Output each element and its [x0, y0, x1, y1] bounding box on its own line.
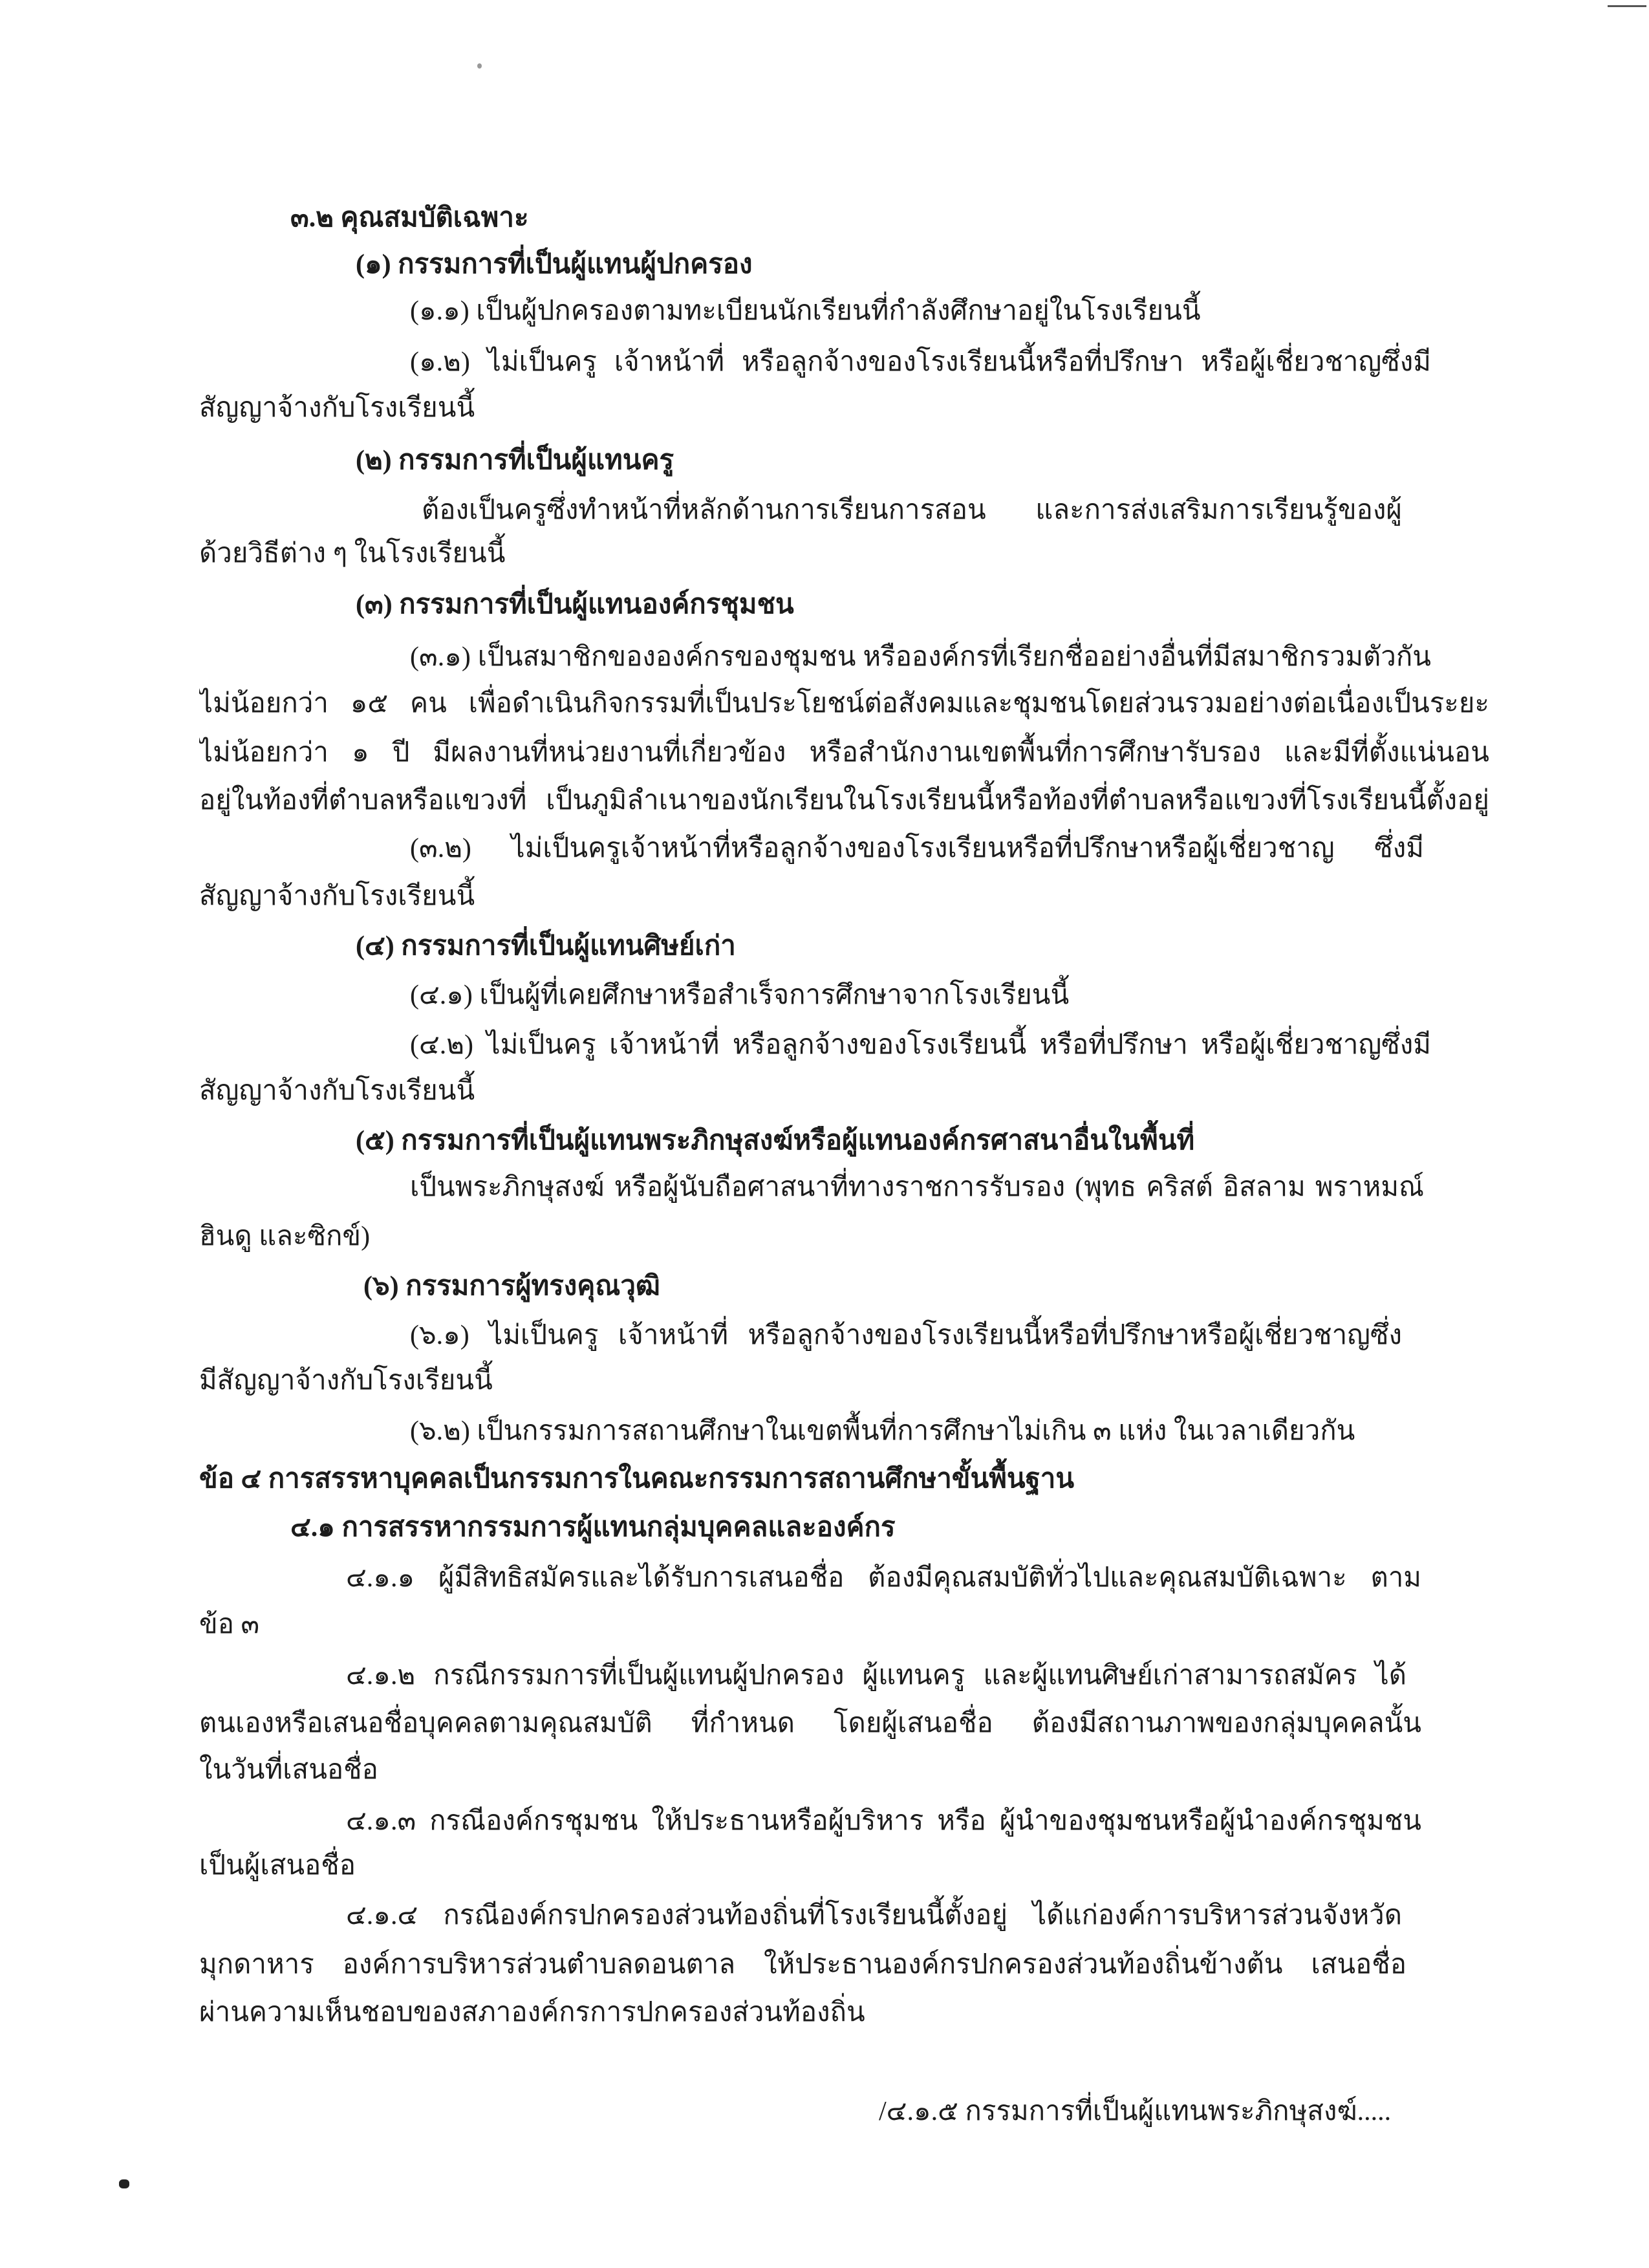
- item-2-title: (๒) กรรมการที่เป็นผู้แทนครู: [356, 446, 674, 475]
- item-4-1-2-line: ในวันที่เสนอชื่อ: [199, 1755, 378, 1785]
- item-4-1-line: (๔.๑) เป็นผู้ที่เคยศึกษาหรือสำเร็จการศึกษาจากโรงเรียนนี้: [410, 980, 1070, 1010]
- item-4-1-3-line: เป็นผู้เสนอชื่อ: [199, 1851, 356, 1881]
- item-4-1-2-line: ๔.๑.๒ กรณีกรรมการที่เป็นผู้แทนผู้ปกครอง ผู้แทนครู และผู้แทนศิษย์เก่าสามารถสมัคร ได้: [346, 1661, 1406, 1690]
- continuation-note: /๔.๑.๕ กรรมการที่เป็นผู้แทนพระภิกษุสงฆ์.....: [879, 2097, 1392, 2126]
- item-4-1-1-line: ๔.๑.๑ ผู้มีสิทธิสมัครและได้รับการเสนอชื่อ ต้องมีคุณสมบัติทั่วไปและคุณสมบัติเฉพาะ ตาม: [346, 1563, 1421, 1593]
- item-3-1-line: อยู่ในท้องที่ตำบลหรือแขวงที่ เป็นภูมิลำเนาของนักเรียนในโรงเรียนนี้หรือท้องที่ตำบลหรือแขวงที่โรงเรียนนี้ตั้งอยู่: [199, 786, 1489, 815]
- item-3-2-line: (๓.๒) ไม่เป็นครูเจ้าหน้าที่หรือลูกจ้างของโรงเรียนหรือที่ปรึกษาหรือผู้เชี่ยวชาญ ซึ่งมี: [410, 834, 1424, 863]
- item-3-title: (๓) กรรมการที่เป็นผู้แทนองค์กรชุมชน: [356, 590, 794, 620]
- item-4-1-3-line: ๔.๑.๓ กรณีองค์กรชุมชน ให้ประธานหรือผู้บริหาร หรือ ผู้นำของชุมชนหรือผู้นำองค์กรชุมชน: [346, 1806, 1421, 1836]
- item-4-1-4-line: ๔.๑.๔ กรณีองค์กรปกครองส่วนท้องถิ่นที่โรงเรียนนี้ตั้งอยู่ ได้แก่องค์การบริหารส่วนจังหวัด: [346, 1901, 1402, 1930]
- item-4-1-4-line: มุกดาหาร องค์การบริหารส่วนตำบลดอนตาล ให้ประธานองค์กรปกครองส่วนท้องถิ่นข้างต้น เสนอชื่อ: [199, 1950, 1406, 1980]
- item-6-title: (๖) กรรมการผู้ทรงคุณวุฒิ: [363, 1271, 660, 1301]
- item-3-2-line: สัญญาจ้างกับโรงเรียนนี้: [199, 881, 475, 911]
- item-4-2-line: (๔.๒) ไม่เป็นครู เจ้าหน้าที่ หรือลูกจ้างของโรงเรียนนี้ หรือที่ปรึกษา หรือผู้เชี่ยวชาญซึ่งมี: [410, 1030, 1431, 1060]
- item-4-1-1-line: ข้อ ๓: [199, 1610, 260, 1639]
- item-1-2-line: (๑.๒) ไม่เป็นครู เจ้าหน้าที่ หรือลูกจ้างของโรงเรียนนี้หรือที่ปรึกษา หรือผู้เชี่ยวชาญซึ่งมี: [410, 347, 1431, 377]
- item-5-line: ฮินดู และซิกข์): [199, 1222, 371, 1251]
- item-3-1-line: ไม่น้อยกว่า ๑๕ คน เพื่อดำเนินกิจกรรมที่เป็นประโยชน์ต่อสังคมและชุมชนโดยส่วนรวมอย่างต่อเนื่องเป็นระยะ: [199, 689, 1489, 718]
- item-4-2-line: สัญญาจ้างกับโรงเรียนนี้: [199, 1076, 475, 1106]
- item-5-title: (๕) กรรมการที่เป็นผู้แทนพระภิกษุสงฆ์หรือผู้แทนองค์กรศาสนาอื่นในพื้นที่: [356, 1126, 1195, 1156]
- item-2-line: ต้องเป็นครูซึ่งทำหน้าที่หลักด้านการเรียนการสอน และการส่งเสริมการเรียนรู้ของผู้: [422, 495, 1402, 525]
- item-4-1-2-line: ตนเองหรือเสนอชื่อบุคคลตามคุณสมบัติ ที่กำหนด โดยผู้เสนอชื่อ ต้องมีสถานภาพของกลุ่มบุคคลนั้น: [199, 1709, 1421, 1738]
- item-2-line: ด้วยวิธีต่าง ๆ ในโรงเรียนนี้: [199, 539, 506, 568]
- scan-edge-mark: [1608, 5, 1646, 7]
- section-heading-3-2: ๓.๒ คุณสมบัติเฉพาะ: [290, 203, 529, 233]
- item-6-2-line: (๖.๒) เป็นกรรมการสถานศึกษาในเขตพื้นที่การศึกษาไม่เกิน ๓ แห่ง ในเวลาเดียวกัน: [410, 1416, 1355, 1446]
- scan-ink-blot: [119, 2179, 129, 2188]
- item-3-1-line: ไม่น้อยกว่า ๑ ปี มีผลงานที่หน่วยงานที่เกี่ยวข้อง หรือสำนักงานเขตพื้นที่การศึกษารับรอง และมีที่ตั้งแน่นอน: [199, 738, 1489, 768]
- item-1-1-line: (๑.๑) เป็นผู้ปกครองตามทะเบียนนักเรียนที่กำลังศึกษาอยู่ในโรงเรียนนี้: [410, 296, 1201, 326]
- item-4-title: (๔) กรรมการที่เป็นผู้แทนศิษย์เก่า: [356, 931, 736, 961]
- item-1-2-line: สัญญาจ้างกับโรงเรียนนี้: [199, 393, 475, 423]
- item-6-1-line: (๖.๑) ไม่เป็นครู เจ้าหน้าที่ หรือลูกจ้างของโรงเรียนนี้หรือที่ปรึกษาหรือผู้เชี่ยวชาญซึ่ง: [410, 1321, 1402, 1350]
- item-3-1-line: (๓.๑) เป็นสมาชิกขององค์กรของชุมชน หรือองค์กรที่เรียกชื่ออย่างอื่นที่มีสมาชิกรวมตัวกัน: [410, 642, 1431, 672]
- item-6-1-line: มีสัญญาจ้างกับโรงเรียนนี้: [199, 1366, 493, 1396]
- item-4-1-4-line: ผ่านความเห็นชอบของสภาองค์กรการปกครองส่วนท้องถิ่น: [199, 1998, 865, 2027]
- item-1-title: (๑) กรรมการที่เป็นผู้แทนผู้ปกครอง: [356, 250, 753, 279]
- clause-4-heading: ข้อ ๔ การสรรหาบุคคลเป็นกรรมการในคณะกรรมการสถานศึกษาขั้นพื้นฐาน: [199, 1464, 1075, 1494]
- scan-dust-dot: [477, 63, 482, 69]
- section-heading-4-1: ๔.๑ การสรรหากรรมการผู้แทนกลุ่มบุคคลและองค์กร: [290, 1513, 896, 1542]
- item-5-line: เป็นพระภิกษุสงฆ์ หรือผู้นับถือศาสนาที่ทางราชการรับรอง (พุทธ คริสต์ อิสลาม พราหมณ์: [410, 1172, 1424, 1202]
